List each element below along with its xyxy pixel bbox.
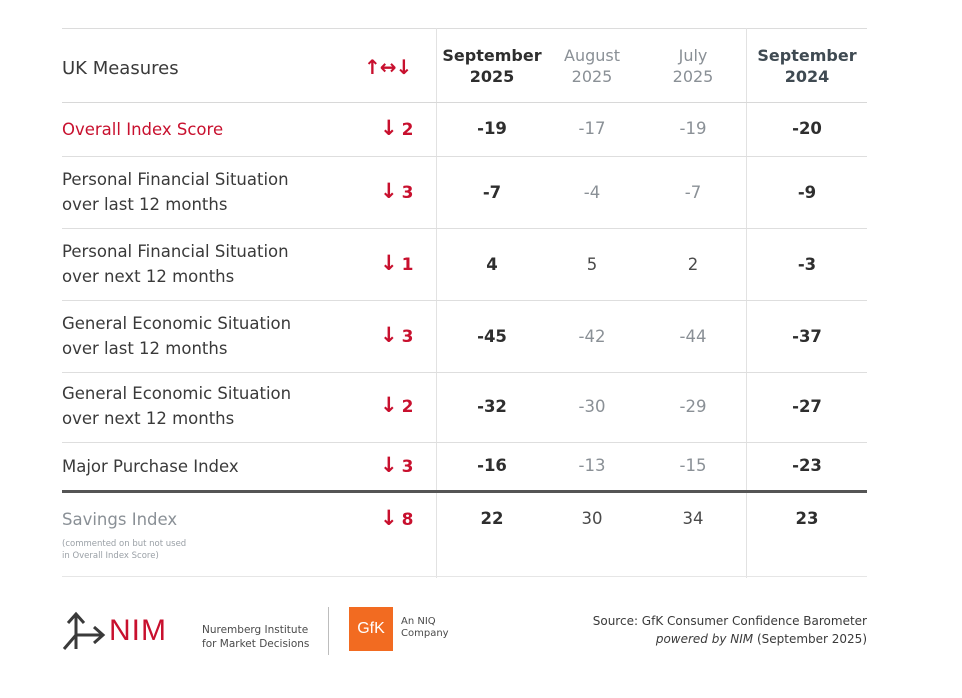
header-col-sep-2024: September 2024 bbox=[757, 46, 857, 86]
header-col-sep-2025: September 2025 bbox=[442, 46, 542, 86]
change-indicator: ↓ 3 bbox=[380, 323, 414, 347]
cell-jul-2025: -7 bbox=[684, 183, 702, 202]
table-row bbox=[62, 157, 867, 229]
cell-jul-2025: -15 bbox=[679, 456, 707, 475]
cell-aug-2025: 5 bbox=[586, 255, 598, 274]
table-header bbox=[62, 28, 867, 103]
cell-sep-2024: -3 bbox=[797, 255, 817, 274]
cell-sep-2024: -20 bbox=[792, 119, 822, 138]
nim-arrow-logo-icon bbox=[62, 609, 108, 653]
cell-jul-2025: 2 bbox=[687, 255, 699, 274]
arrow-down-icon: ↓ bbox=[380, 251, 398, 275]
arrow-down-icon: ↓ bbox=[380, 453, 398, 477]
cell-sep-2024: -37 bbox=[792, 327, 822, 346]
change-indicator: ↓ 2 bbox=[380, 116, 414, 140]
cell-jul-2025: -19 bbox=[679, 119, 707, 138]
table-row bbox=[62, 493, 867, 577]
cell-aug-2025: -30 bbox=[578, 397, 606, 416]
cell-sep-2025: -32 bbox=[477, 397, 507, 416]
cell-aug-2025: 30 bbox=[581, 509, 603, 528]
source-line-2: powered by NIM (September 2025) bbox=[655, 632, 867, 646]
cell-jul-2025: -44 bbox=[679, 327, 707, 346]
cell-sep-2025: -16 bbox=[477, 456, 507, 475]
header-title: UK Measures bbox=[62, 58, 179, 79]
cell-sep-2025: -45 bbox=[477, 327, 507, 346]
cell-aug-2025: -42 bbox=[578, 327, 606, 346]
change-indicator: ↓ 1 bbox=[380, 251, 414, 275]
arrow-down-icon: ↓ bbox=[380, 506, 398, 530]
row-label: Personal Financial Situation over next 12 months bbox=[62, 242, 289, 286]
cell-aug-2025: -13 bbox=[578, 456, 606, 475]
arrow-down-icon: ↓ bbox=[380, 116, 398, 140]
change-symbol-icon: ↑↔↓ bbox=[364, 55, 412, 79]
row-note: (commented on but not used in Overall Index Score) bbox=[62, 539, 187, 561]
change-indicator: ↓ 2 bbox=[380, 393, 414, 417]
row-label: Overall Index Score bbox=[62, 120, 224, 139]
table-row bbox=[62, 103, 867, 157]
logo-separator bbox=[328, 607, 329, 655]
cell-sep-2025: 4 bbox=[486, 255, 498, 274]
cell-sep-2024: -9 bbox=[797, 183, 817, 202]
nim-logo-text: NIM bbox=[109, 614, 167, 647]
change-indicator: ↓ 3 bbox=[380, 453, 414, 477]
cell-sep-2025: -19 bbox=[477, 119, 507, 138]
arrow-down-icon: ↓ bbox=[380, 179, 398, 203]
cell-sep-2024: -27 bbox=[792, 397, 822, 416]
cell-jul-2025: -29 bbox=[679, 397, 707, 416]
table-row bbox=[62, 229, 867, 301]
change-indicator: ↓ 8 bbox=[380, 506, 414, 530]
table-row bbox=[62, 301, 867, 373]
cell-sep-2024: 23 bbox=[795, 509, 819, 528]
gfk-logo: GfK bbox=[349, 607, 393, 651]
cell-jul-2025: 34 bbox=[682, 509, 704, 528]
arrow-down-icon: ↓ bbox=[380, 323, 398, 347]
footer bbox=[62, 604, 867, 664]
cell-sep-2024: -23 bbox=[792, 456, 822, 475]
nim-subtitle: Nuremberg Institute for Market Decisions bbox=[202, 624, 310, 650]
cell-aug-2025: -4 bbox=[583, 183, 601, 202]
change-indicator: ↓ 3 bbox=[380, 179, 414, 203]
cell-sep-2025: -7 bbox=[482, 183, 502, 202]
row-label: Major Purchase Index bbox=[62, 457, 239, 476]
header-col-jul-2025: July 2025 bbox=[672, 46, 714, 86]
row-label: Personal Financial Situation over last 12 months bbox=[62, 170, 289, 214]
cell-sep-2025: 22 bbox=[480, 509, 504, 528]
source-note bbox=[593, 612, 867, 648]
table-row bbox=[62, 443, 867, 493]
row-label: General Economic Situation over next 12 months bbox=[62, 384, 292, 428]
source-line-1: Source: GfK Consumer Confidence Barometer bbox=[592, 614, 867, 628]
niq-company-text: An NIQ Company bbox=[401, 616, 449, 639]
table-row bbox=[62, 373, 867, 443]
row-label: Savings Index bbox=[62, 510, 178, 529]
arrow-down-icon: ↓ bbox=[380, 393, 398, 417]
row-label: General Economic Situation over last 12 months bbox=[62, 314, 292, 358]
header-col-aug-2025: August 2025 bbox=[564, 46, 620, 86]
cell-aug-2025: -17 bbox=[578, 119, 606, 138]
